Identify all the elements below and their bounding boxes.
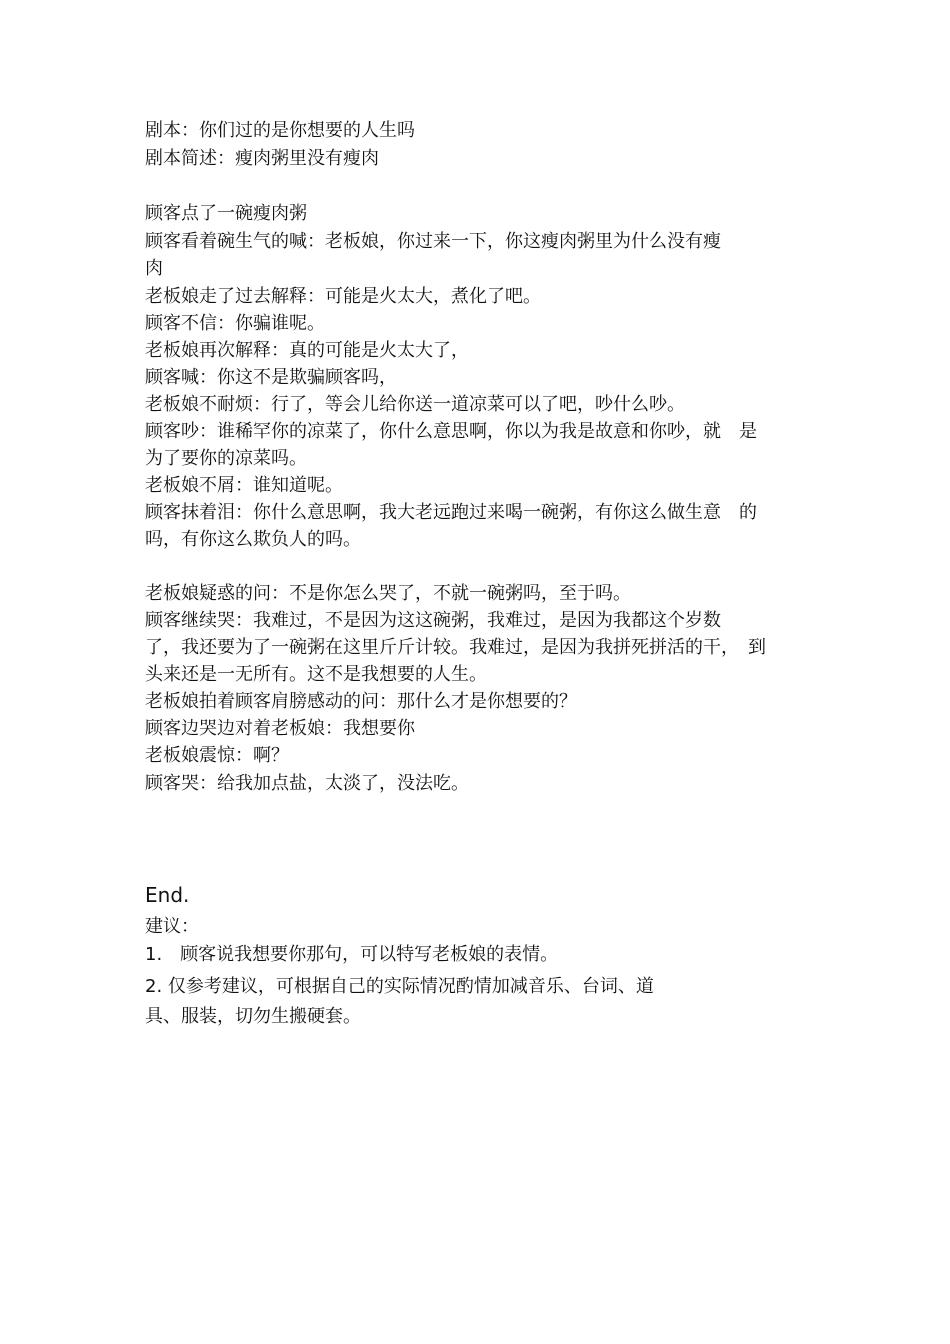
- script-line: 吗，有你这么欺负人的吗。: [145, 529, 361, 550]
- script-line: 顾客喊：你这不是欺骗顾客吗，: [145, 367, 397, 388]
- script-line: 顾客继续哭：我难过，不是因为这这碗粥，我难过，是因为我都这个岁数: [145, 610, 721, 631]
- script-summary: 剧本简述：瘦肉粥里没有瘦肉: [145, 148, 379, 169]
- script-line: 顾客点了一碗瘦肉粥: [145, 203, 307, 224]
- script-line: 老板娘拍着顾客肩膀感动的问：那什么才是你想要的？: [145, 691, 577, 712]
- advice-item: 2. 仅参考建议，可根据自己的实际情况酌情加减音乐、台词、道: [145, 976, 654, 997]
- script-line: 老板娘震惊：啊？: [145, 745, 289, 766]
- script-title: 剧本：你们过的是你想要的人生吗: [145, 120, 415, 141]
- script-line: 为了要你的凉菜吗。: [145, 448, 307, 469]
- script-line: 老板娘疑惑的问：不是你怎么哭了，不就一碗粥吗，至于吗。: [145, 583, 631, 604]
- end-label: End.: [145, 883, 190, 907]
- script-line: 顾客看着碗生气的喊：老板娘，你过来一下，你这瘦肉粥里为什么没有瘦: [145, 231, 721, 252]
- script-line: 老板娘再次解释：真的可能是火太大了，: [145, 340, 469, 361]
- script-line: 老板娘不耐烦：行了，等会儿给你送一道凉菜可以了吧，吵什么吵。: [145, 394, 685, 415]
- script-line: 顾客不信：你骗谁呢。: [145, 313, 325, 334]
- script-line: 老板娘不屑：谁知道呢。: [145, 475, 343, 496]
- script-line: 顾客哭：给我加点盐，太淡了，没法吃。: [145, 773, 469, 794]
- script-line: 顾客边哭边对着老板娘：我想要你: [145, 718, 415, 739]
- advice-heading: 建议：: [145, 916, 199, 937]
- script-line: 老板娘走了过去解释：可能是火太大，煮化了吧。: [145, 286, 541, 307]
- script-line: 顾客吵：谁稀罕你的凉菜了，你什么意思啊，你以为我是故意和你吵，就 是: [145, 421, 757, 442]
- script-line: 顾客抹着泪：你什么意思啊，我大老远跑过来喝一碗粥，有你这么做生意 的: [145, 502, 757, 523]
- advice-item: 具、服装，切勿生搬硬套。: [145, 1006, 361, 1027]
- script-line: 了，我还要为了一碗粥在这里斤斤计较。我难过，是因为我拼死拼活的干， 到: [145, 637, 766, 658]
- script-line: 头来还是一无所有。这不是我想要的人生。: [145, 664, 487, 685]
- script-line: 肉: [145, 258, 163, 279]
- advice-item: 1. 顾客说我想要你那句，可以特写老板娘的表情。: [145, 944, 559, 965]
